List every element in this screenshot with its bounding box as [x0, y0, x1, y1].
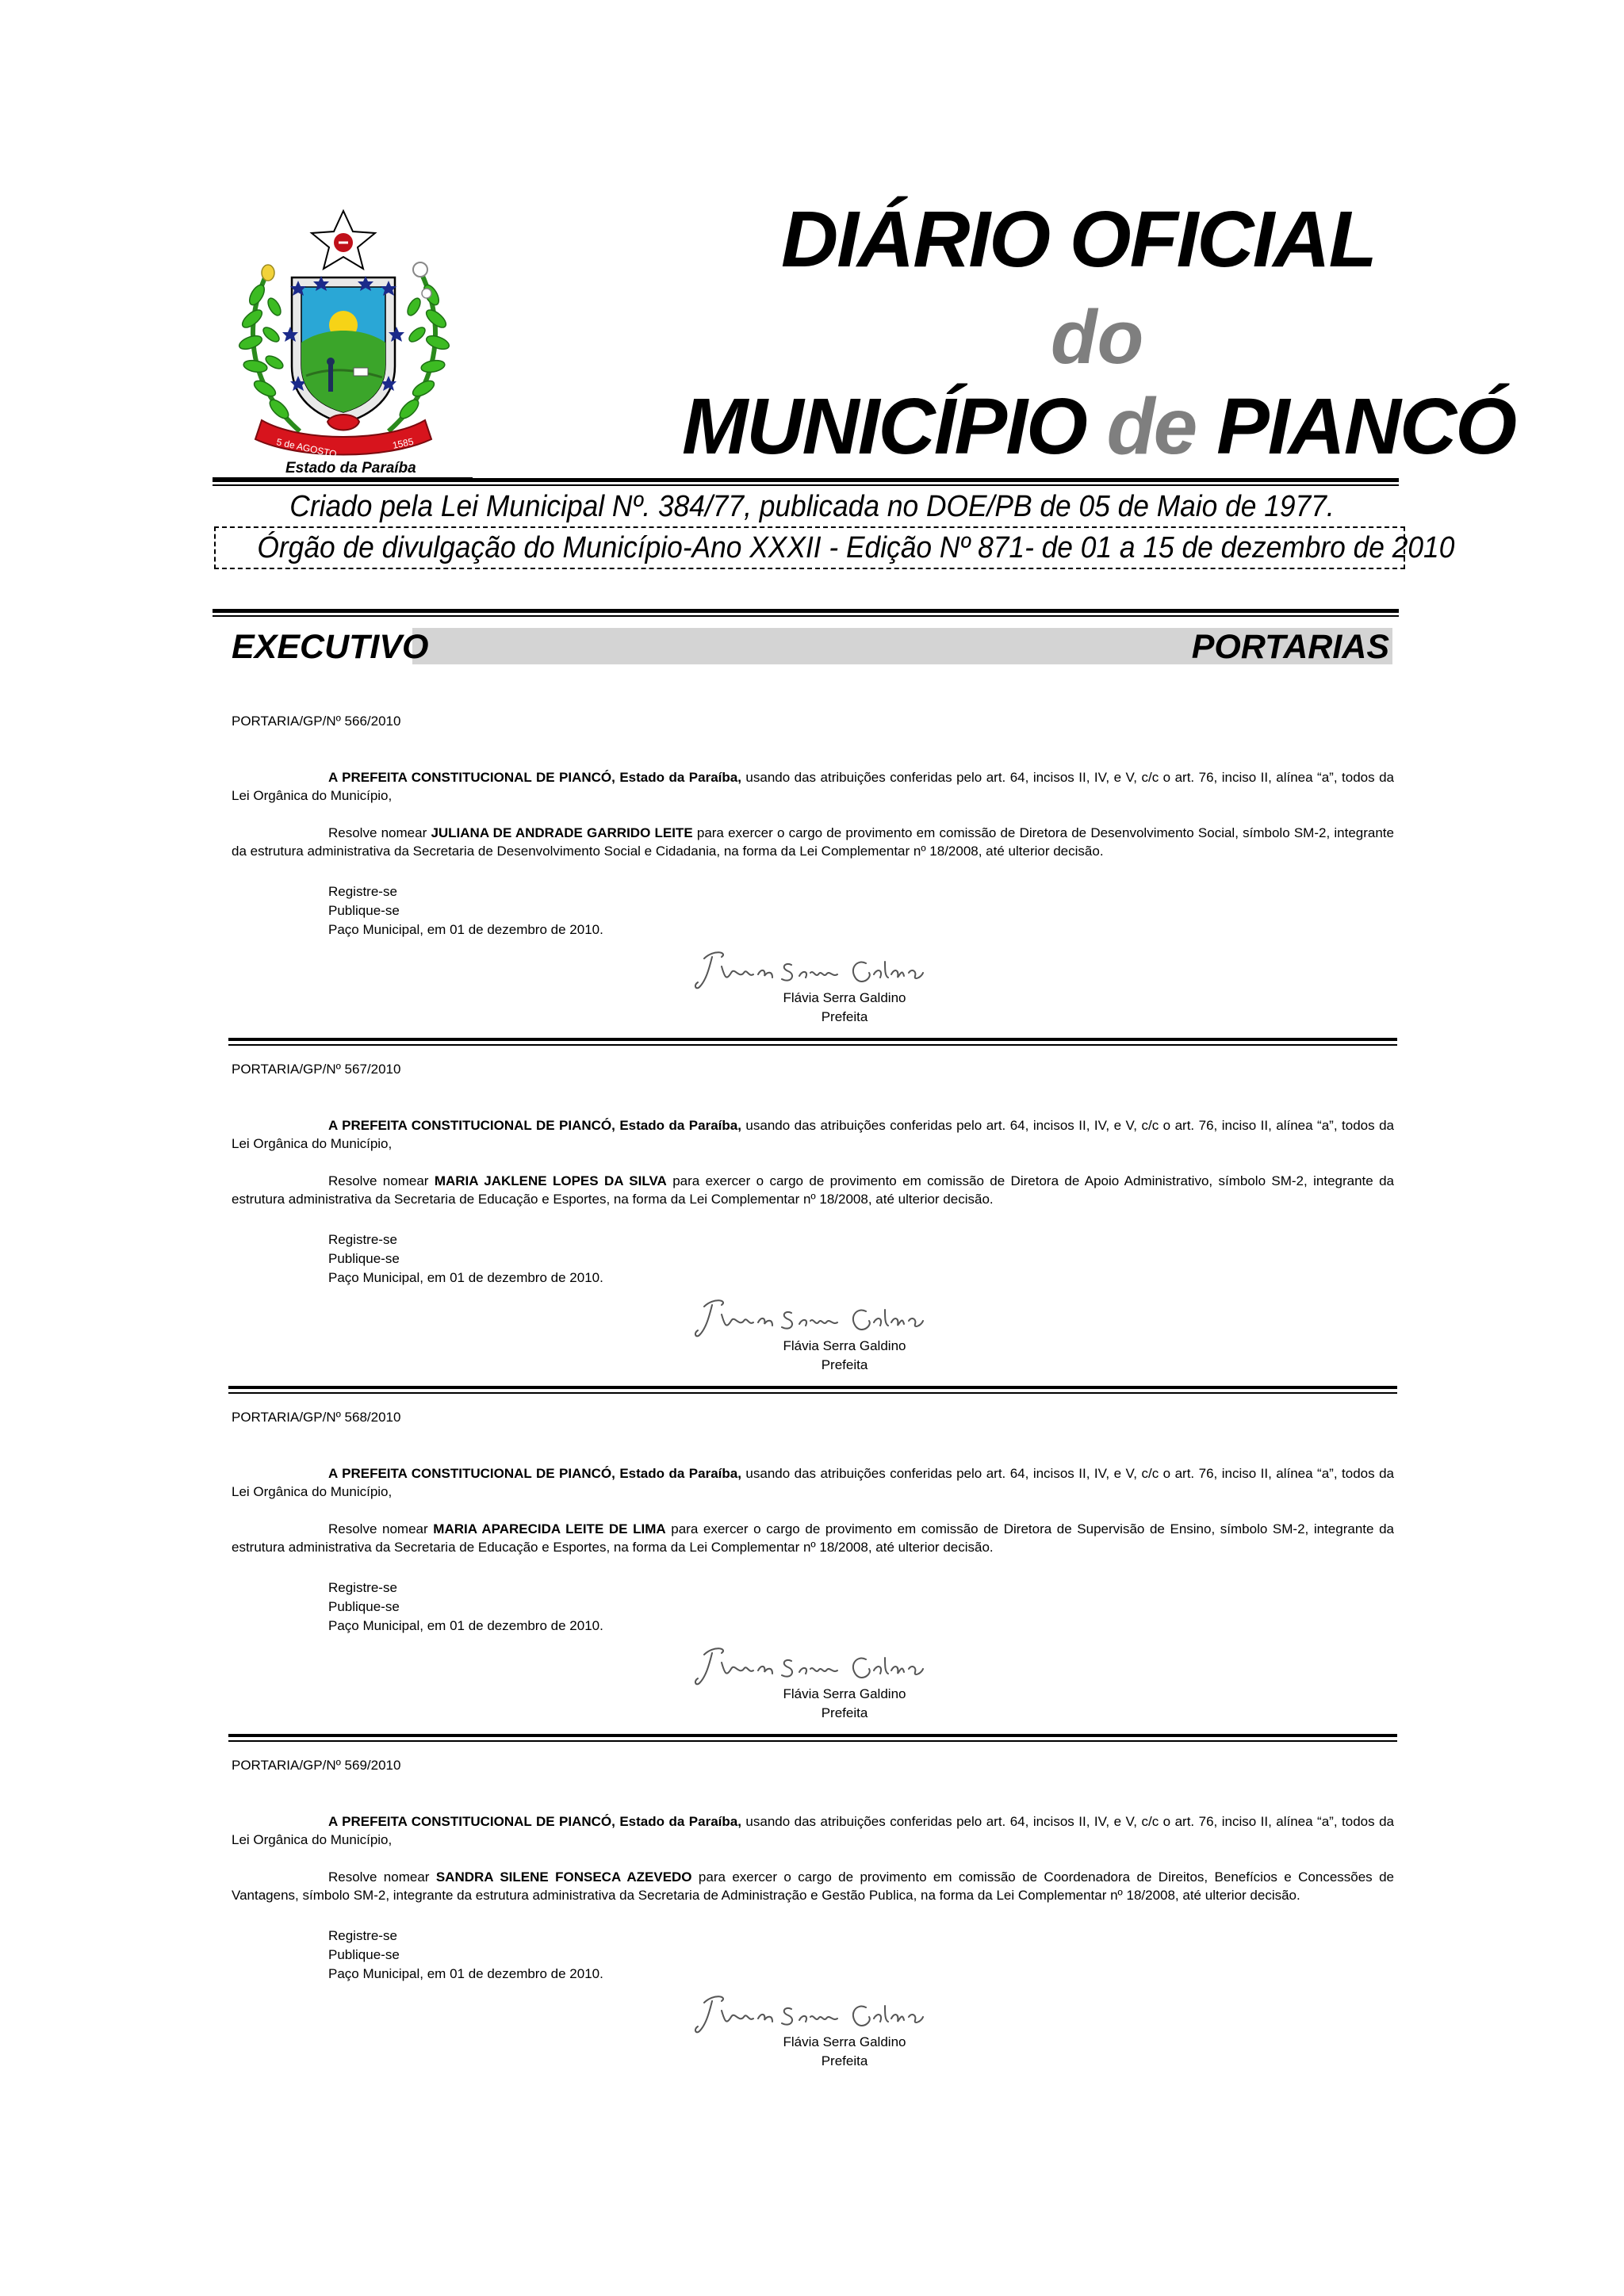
masthead-rule — [213, 478, 1399, 482]
portaria-intro — [232, 768, 1394, 805]
portaria-intro — [232, 1116, 1394, 1153]
portaria-intro — [232, 1812, 1394, 1849]
closing-line: Paço Municipal, em 01 de dezembro de 2010. — [328, 1618, 603, 1633]
resolve-lead: Resolve nomear — [328, 1521, 434, 1536]
portaria-closing — [328, 1230, 1394, 1288]
signature-block — [232, 1288, 1394, 1381]
portaria-resolve — [232, 1868, 1394, 1904]
portarias-list — [232, 712, 1394, 2077]
signature-image — [690, 1990, 928, 2038]
portaria — [232, 712, 1394, 1033]
signer-role: Prefeita — [821, 1009, 868, 1024]
masthead-title-line1: DIÁRIO OFICIAL — [781, 195, 1376, 284]
portaria-intro — [232, 1464, 1394, 1501]
crest-caption: Estado da Paraíba — [285, 460, 416, 476]
signer-name: Flávia Serra Galdino — [783, 1338, 906, 1353]
portaria-separator — [228, 1734, 1397, 1742]
masthead-title-line2: do — [1051, 295, 1144, 380]
resolve-rest: para exercer o cargo de provimento em comissão de Coordenadora de Direitos, Benefícios e Concessões de Vantagens, símbolo SM-2, integrante da estrutura administrativa da Secretaria de Administração e Gestão Publica, na forma da Lei Complementar nº 18/2008, até ulterior decisão. — [232, 1869, 1394, 1903]
portaria — [232, 1060, 1394, 1381]
closing-line: Publique-se — [328, 903, 400, 918]
signature-block — [232, 1636, 1394, 1729]
signature-image — [690, 1642, 928, 1689]
masthead-municipio: MUNICÍPIO — [682, 382, 1107, 471]
appointee-name: MARIA APARECIDA LEITE DE LIMA — [433, 1521, 666, 1536]
portaria — [232, 1408, 1394, 1729]
closing-line: Registre-se — [328, 1580, 397, 1595]
portaria-resolve — [232, 824, 1394, 860]
intro-bold: A PREFEITA CONSTITUCIONAL DE PIANCÓ, Estado da Paraíba, — [328, 1814, 741, 1829]
signer-name: Flávia Serra Galdino — [783, 2034, 906, 2049]
masthead-title-line3 — [682, 382, 1515, 471]
closing-line: Registre-se — [328, 1232, 397, 1247]
intro-bold: A PREFEITA CONSTITUCIONAL DE PIANCÓ, Estado da Paraíba, — [328, 1118, 741, 1133]
signer-name: Flávia Serra Galdino — [783, 990, 906, 1005]
signature-image — [690, 946, 928, 993]
signer-role: Prefeita — [821, 1357, 868, 1372]
portaria-number: PORTARIA/GP/Nº 568/2010 — [232, 1410, 401, 1425]
edition-line: Órgão de divulgação do Município-Ano XXXII - Edição Nº 871- de 01 a 15 de dezembro de 2010 — [257, 531, 1455, 564]
resolve-lead: Resolve nomear — [328, 1869, 436, 1885]
signer-role: Prefeita — [821, 1705, 868, 1720]
portaria-number: PORTARIA/GP/Nº 567/2010 — [232, 1062, 401, 1077]
portaria-number: PORTARIA/GP/Nº 569/2010 — [232, 1758, 401, 1773]
closing-line: Paço Municipal, em 01 de dezembro de 2010. — [328, 1966, 603, 1981]
resolve-rest: para exercer o cargo de provimento em comissão de Diretora de Supervisão de Ensino, símbolo SM-2, integrante da estrutura administrativa da Secretaria de Educação e Esportes, na forma da Lei Complementar nº 18/2008, até ulterior decisão. — [232, 1521, 1394, 1555]
edition-box — [214, 526, 1455, 569]
intro-rest: usando das atribuições conferidas pelo art. 64, incisos II, IV, e V, c/c o art. 76, inciso II, alínea “a”, todos da Lei Orgânica do Município, — [232, 770, 1394, 803]
portaria-closing — [328, 1578, 1394, 1636]
section-rule-top-thin — [213, 615, 1399, 617]
portaria-separator — [228, 1038, 1397, 1046]
section-portarias: PORTARIAS — [1191, 628, 1389, 666]
masthead-pianco: PIANCÓ — [1196, 382, 1515, 471]
section-header — [228, 626, 1392, 668]
intro-bold: A PREFEITA CONSTITUCIONAL DE PIANCÓ, Estado da Paraíba, — [328, 770, 741, 785]
closing-line: Publique-se — [328, 1599, 400, 1614]
portaria-number: PORTARIA/GP/Nº 566/2010 — [232, 714, 401, 729]
intro-rest: usando das atribuições conferidas pelo art. 64, incisos II, IV, e V, c/c o art. 76, inciso II, alínea “a”, todos da Lei Orgânica do Município, — [232, 1118, 1394, 1151]
closing-line: Paço Municipal, em 01 de dezembro de 2010. — [328, 922, 603, 937]
closing-line: Publique-se — [328, 1947, 400, 1962]
resolve-rest: para exercer o cargo de provimento em comissão de Diretora de Desenvolvimento Social, símbolo SM-2, integrante da estrutura administrativa da Secretaria de Desenvolvimento Social e Cidadania, na forma da Lei Complementar nº 18/2008, até ulterior decisão. — [232, 825, 1394, 859]
portaria-resolve — [232, 1520, 1394, 1556]
creation-law-line: Criado pela Lei Municipal Nº. 384/77, publicada no DOE/PB de 05 de Maio de 1977. — [289, 490, 1335, 523]
signature-image — [690, 1294, 928, 1341]
appointee-name: JULIANA DE ANDRADE GARRIDO LEITE — [431, 825, 693, 840]
signer-name: Flávia Serra Galdino — [783, 1686, 906, 1701]
svg-text:5 de AGOSTO: 5 de AGOSTO — [275, 436, 338, 460]
closing-line: Paço Municipal, em 01 de dezembro de 2010. — [328, 1270, 603, 1285]
resolve-lead: Resolve nomear — [328, 825, 431, 840]
portaria-closing — [328, 1927, 1394, 1984]
section-executivo: EXECUTIVO — [232, 628, 429, 666]
portaria — [232, 1756, 1394, 2077]
masthead-rule-thin — [213, 484, 1399, 486]
portaria-separator — [228, 1386, 1397, 1394]
appointee-name: MARIA JAKLENE LOPES DA SILVA — [434, 1173, 667, 1188]
signature-block — [232, 1984, 1394, 2077]
signer-role: Prefeita — [821, 2053, 868, 2068]
portaria-resolve — [232, 1172, 1394, 1208]
closing-line: Publique-se — [328, 1251, 400, 1266]
portaria-closing — [328, 882, 1394, 939]
svg-text:1585: 1585 — [391, 435, 415, 451]
closing-line: Registre-se — [328, 884, 397, 899]
appointee-name: SANDRA SILENE FONSECA AZEVEDO — [435, 1869, 692, 1885]
signature-block — [232, 939, 1394, 1033]
section-rule-top — [213, 609, 1399, 613]
intro-rest: usando das atribuições conferidas pelo art. 64, incisos II, IV, e V, c/c o art. 76, inciso II, alínea “a”, todos da Lei Orgânica do Município, — [232, 1814, 1394, 1847]
resolve-rest: para exercer o cargo de provimento em comissão de Diretora de Apoio Administrativo, símbolo SM-2, integrante da estrutura administrativa da Secretaria de Educação e Esportes, na forma da Lei Complementar nº 18/2008, até ulterior decisão. — [232, 1173, 1395, 1207]
resolve-lead: Resolve nomear — [328, 1173, 435, 1188]
masthead-de: de — [1106, 382, 1197, 471]
intro-bold: A PREFEITA CONSTITUCIONAL DE PIANCÓ, Estado da Paraíba, — [328, 1466, 741, 1481]
closing-line: Registre-se — [328, 1928, 397, 1943]
coat-of-arms — [213, 208, 474, 477]
intro-rest: usando das atribuições conferidas pelo art. 64, incisos II, IV, e V, c/c o art. 76, inciso II, alínea “a”, todos da Lei Orgânica do Município, — [232, 1466, 1394, 1499]
